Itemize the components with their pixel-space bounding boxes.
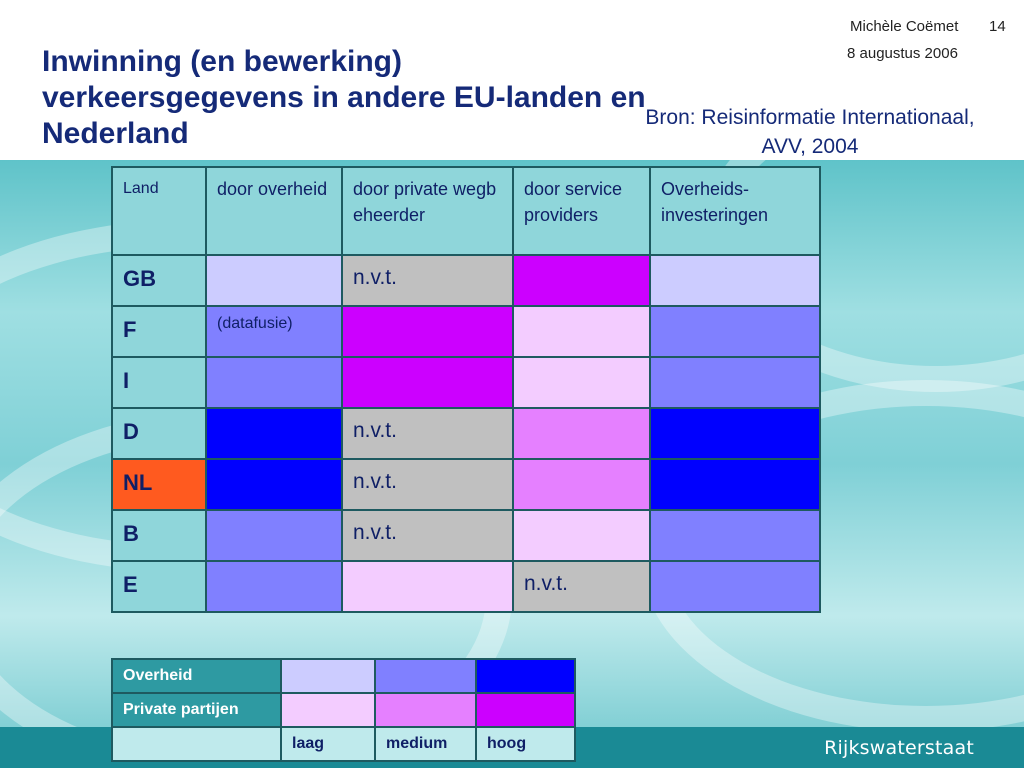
legend-swatch — [375, 659, 476, 693]
rating-cell — [206, 459, 342, 510]
country-cell: B — [112, 510, 206, 561]
legend-row — [112, 693, 575, 727]
country-cell: F — [112, 306, 206, 357]
table-row — [112, 255, 820, 306]
table-row — [112, 510, 820, 561]
legend-empty-cell — [112, 727, 281, 761]
rating-cell — [650, 357, 820, 408]
legend-swatch — [281, 693, 375, 727]
legend-swatch — [375, 693, 476, 727]
country-cell: GB — [112, 255, 206, 306]
legend-category: Private partijen — [112, 693, 281, 727]
rating-cell — [513, 357, 650, 408]
rating-cell — [650, 306, 820, 357]
legend-swatch — [281, 659, 375, 693]
legend-swatch — [476, 659, 575, 693]
legend-levels-row — [112, 727, 575, 761]
rating-cell — [513, 510, 650, 561]
column-header: Land — [112, 167, 206, 255]
source-note — [600, 103, 1020, 161]
rating-cell — [650, 408, 820, 459]
legend-category: Overheid — [112, 659, 281, 693]
rating-cell — [513, 306, 650, 357]
rating-cell — [342, 357, 513, 408]
column-header: Overheids-investeringen — [650, 167, 820, 255]
slide-date: 8 augustus 2006 — [847, 45, 958, 62]
rating-cell: n.v.t. — [342, 408, 513, 459]
title-line-1: Inwinning (en bewerking) — [42, 45, 402, 78]
column-header: door private wegbeheerder — [342, 167, 513, 255]
column-header: door overheid — [206, 167, 342, 255]
country-cell: I — [112, 357, 206, 408]
country-cell: NL — [112, 459, 206, 510]
rating-cell — [513, 408, 650, 459]
rating-cell — [650, 255, 820, 306]
table-row — [112, 561, 820, 612]
table-row — [112, 357, 820, 408]
title-line-2: verkeersgegevens in andere EU-landen en — [42, 81, 646, 114]
rating-cell: (datafusie) — [206, 306, 342, 357]
rating-cell — [513, 255, 650, 306]
legend-row — [112, 659, 575, 693]
rating-cell: n.v.t. — [342, 255, 513, 306]
page-number: 14 — [989, 18, 1006, 35]
data-table — [111, 166, 821, 613]
legend-level-label: laag — [281, 727, 375, 761]
rating-cell — [206, 357, 342, 408]
rating-cell — [650, 459, 820, 510]
rating-cell — [206, 510, 342, 561]
rijkswaterstaat-logo: Rijkswaterstaat — [824, 737, 974, 759]
column-header: door service providers — [513, 167, 650, 255]
rating-cell — [206, 561, 342, 612]
country-cell: E — [112, 561, 206, 612]
rating-cell — [650, 510, 820, 561]
title-line-3: Nederland — [42, 117, 189, 150]
rating-cell: n.v.t. — [513, 561, 650, 612]
rating-cell — [513, 459, 650, 510]
author-name: Michèle Coëmet — [850, 18, 959, 35]
legend-table — [111, 658, 576, 762]
table-row — [112, 408, 820, 459]
rating-cell — [206, 408, 342, 459]
rating-cell: n.v.t. — [342, 459, 513, 510]
table-row — [112, 306, 820, 357]
country-cell: D — [112, 408, 206, 459]
rating-cell — [342, 561, 513, 612]
table-row — [112, 459, 820, 510]
rating-cell — [342, 306, 513, 357]
source-line-1: Bron: Reisinformatie Internationaal, — [645, 106, 975, 129]
rating-cell: n.v.t. — [342, 510, 513, 561]
rating-cell — [650, 561, 820, 612]
table-header-row — [112, 167, 820, 255]
legend-level-label: medium — [375, 727, 476, 761]
legend-swatch — [476, 693, 575, 727]
rating-cell — [206, 255, 342, 306]
legend-level-label: hoog — [476, 727, 575, 761]
source-line-2: AVV, 2004 — [761, 135, 859, 158]
